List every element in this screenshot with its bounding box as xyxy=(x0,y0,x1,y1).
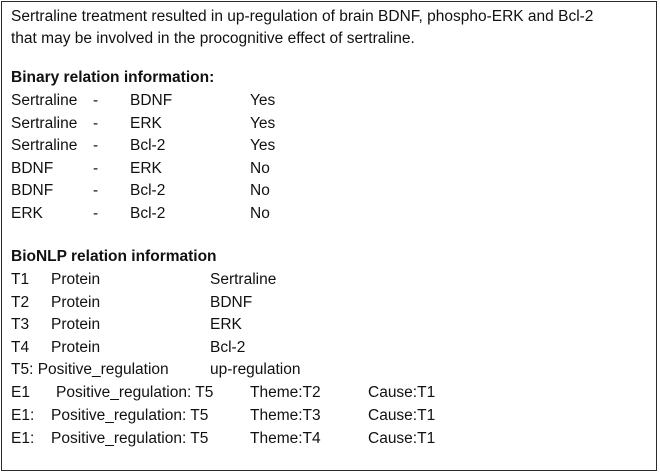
binary-result: Yes xyxy=(250,115,276,132)
binary-entity-b: ERK xyxy=(130,160,162,177)
binary-dash: - xyxy=(93,92,99,109)
binary-entity-a: Sertraline xyxy=(11,137,78,154)
event-cause: Cause:T1 xyxy=(368,430,436,447)
binary-dash: - xyxy=(93,137,99,154)
event-relation: Positive_regulation: T5 xyxy=(51,407,209,424)
event-theme: Theme:T2 xyxy=(250,384,321,401)
binary-dash: - xyxy=(93,205,99,222)
binary-result: No xyxy=(250,205,270,222)
intro-line-2: that may be involved in the procognitive effect of sertraline. xyxy=(11,30,415,47)
binary-result: Yes xyxy=(250,92,276,109)
entity-text: Sertraline xyxy=(210,271,277,288)
binary-entity-b: Bcl-2 xyxy=(130,137,166,154)
binary-entity-b: Bcl-2 xyxy=(130,182,166,199)
binary-entity-a: BDNF xyxy=(11,160,54,177)
event-id: E1: xyxy=(11,430,35,447)
binary-dash: - xyxy=(93,160,99,177)
bionlp-heading: BioNLP relation information xyxy=(11,248,217,265)
binary-entity-a: Sertraline xyxy=(11,115,78,132)
entity-type: Protein xyxy=(51,271,101,288)
entity-text: BDNF xyxy=(210,294,253,311)
binary-entity-b: BDNF xyxy=(130,92,173,109)
binary-entity-b: ERK xyxy=(130,115,162,132)
binary-result: No xyxy=(250,160,270,177)
entity-type: Protein xyxy=(51,339,101,356)
intro-line-1: Sertraline treatment resulted in up-regulation of brain BDNF, phospho-ERK and Bcl-2 xyxy=(11,8,594,25)
entity-id: T3 xyxy=(11,316,30,333)
binary-dash: - xyxy=(93,182,99,199)
event-theme: Theme:T4 xyxy=(250,430,321,447)
document-frame xyxy=(1,1,657,471)
binary-entity-a: Sertraline xyxy=(11,92,78,109)
binary-entity-b: Bcl-2 xyxy=(130,205,166,222)
binary-dash: - xyxy=(93,115,99,132)
event-cause: Cause:T1 xyxy=(368,407,436,424)
entity-id: T1 xyxy=(11,271,30,288)
trigger-text: up-regulation xyxy=(210,361,301,378)
entity-id: T4 xyxy=(11,339,30,356)
entity-type: Protein xyxy=(51,294,101,311)
event-relation: Positive_regulation: T5 xyxy=(51,430,209,447)
entity-text: ERK xyxy=(210,316,242,333)
binary-heading: Binary relation information: xyxy=(11,69,215,86)
event-theme: Theme:T3 xyxy=(250,407,321,424)
event-relation: Positive_regulation: T5 xyxy=(56,384,214,401)
event-id: E1: xyxy=(11,407,35,424)
event-cause: Cause:T1 xyxy=(368,384,436,401)
event-id: E1 xyxy=(11,384,30,401)
binary-result: No xyxy=(250,182,270,199)
entity-text: Bcl-2 xyxy=(210,339,246,356)
entity-id: T2 xyxy=(11,294,30,311)
binary-entity-a: BDNF xyxy=(11,182,54,199)
binary-entity-a: ERK xyxy=(11,205,43,222)
trigger-label: T5: Positive_regulation xyxy=(11,361,169,378)
binary-result: Yes xyxy=(250,137,276,154)
entity-type: Protein xyxy=(51,316,101,333)
